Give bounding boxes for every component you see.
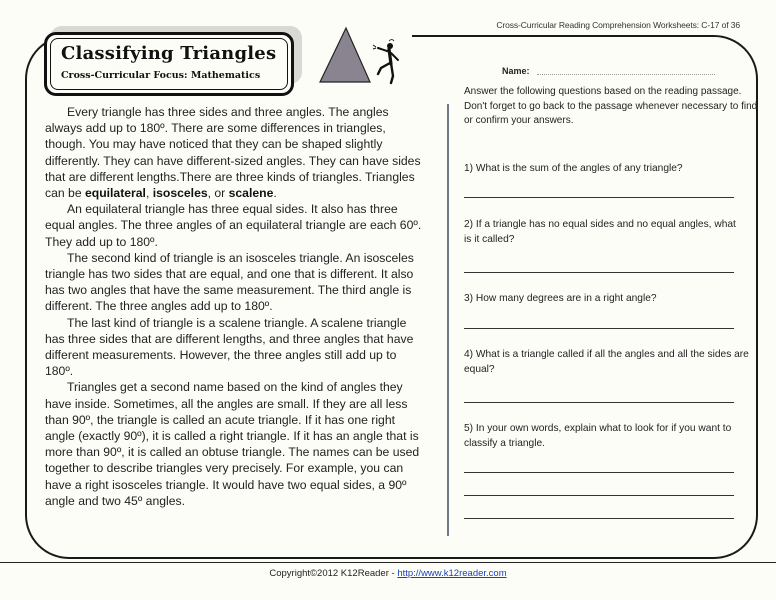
copyright-text: Copyright©2012 K12Reader - bbox=[269, 568, 398, 579]
passage-paragraph-5: Triangles get a second name based on the kind of angles they have inside. Sometimes, all the angles are small. If they are all less than 90º, the triangle is called an acute triangle. If it has one right angle (exactly 90º), it is called a right triangle. If it has an angle that is more than 90º, it is called an obtuse triangle. The names can be used together to describe triangles very precisely. For example, you can have a right isosceles triangle. It would have two equal sides, a 90º angle and two 45º angles. bbox=[45, 380, 420, 508]
answer-line-5b[interactable] bbox=[464, 495, 734, 496]
reading-passage bbox=[45, 104, 427, 509]
footer-rule bbox=[0, 562, 776, 563]
instructions: Answer the following questions based on the reading passage. Don't forget to go back to the passage whenever necessary to find or confirm your answers. bbox=[464, 86, 758, 126]
passage-paragraph-1 bbox=[45, 104, 427, 201]
term-isosceles: isosceles bbox=[152, 186, 208, 201]
term-scalene: scalene bbox=[228, 186, 274, 201]
term-equilateral: equilateral bbox=[84, 186, 146, 201]
question-3: 3) How many degrees are in a right angle? bbox=[464, 293, 657, 304]
answer-line-4[interactable] bbox=[464, 402, 734, 403]
question-1: 1) What is the sum of the angles of any triangle? bbox=[464, 163, 683, 174]
answer-line-3[interactable] bbox=[464, 328, 734, 329]
separator: , or bbox=[207, 186, 229, 201]
k12reader-link[interactable]: http://www.k12reader.com bbox=[397, 568, 507, 579]
separator: , bbox=[145, 186, 153, 201]
name-label: Name: bbox=[502, 66, 530, 76]
page-title: Classifying Triangles bbox=[61, 43, 277, 64]
answer-line-5a[interactable] bbox=[464, 472, 734, 473]
title-box bbox=[44, 32, 294, 96]
passage-paragraph-4: The last kind of triangle is a scalene triangle. A scalene triangle has three sides that are different lengths, and three angles that have different measurements. However, the three angles still add up to 180º. bbox=[45, 315, 414, 379]
worksheet-meta: Cross-Curricular Reading Comprehension Worksheets: C-17 of 36 bbox=[496, 20, 740, 30]
passage-paragraph-2: An equilateral triangle has three equal sides. It also has three equal angles. The three angles of an equilateral triangle are each 60º. They add up to 180º. bbox=[45, 202, 422, 249]
answer-line-5c[interactable] bbox=[464, 518, 734, 519]
triangle-climber-icon bbox=[316, 26, 412, 86]
question-4: 4) What is a triangle called if all the angles and all the sides are equal? bbox=[464, 349, 749, 375]
answer-line-1[interactable] bbox=[464, 197, 734, 198]
question-5: 5) In your own words, explain what to look for if you want to classify a triangle. bbox=[464, 423, 732, 449]
name-input[interactable] bbox=[537, 74, 715, 75]
period: . bbox=[273, 186, 277, 201]
answer-line-2[interactable] bbox=[464, 272, 734, 273]
passage-paragraph-3: The second kind of triangle is an isosceles triangle. An isosceles triangle has two sides that are equal, and one that is different. It also has two angles that have the same measurement. The third angle is different. The three angles add up to 180º. bbox=[45, 250, 414, 314]
question-2: 2) If a triangle has no equal sides and no equal angles, what is it called? bbox=[464, 219, 736, 245]
footer bbox=[0, 568, 776, 579]
page-subtitle: Cross-Curricular Focus: Mathematics bbox=[61, 70, 261, 81]
passage-text: Every triangle has three sides and three angles. The angles always add up to 180º. There are some differences in triangles, though. You may have noticed that they can be shaped slightly differently. They can have different-sized angles. They can have sides that are different lengths.There are three kinds of triangles. Triangles can be bbox=[45, 105, 421, 201]
column-divider bbox=[447, 104, 449, 536]
